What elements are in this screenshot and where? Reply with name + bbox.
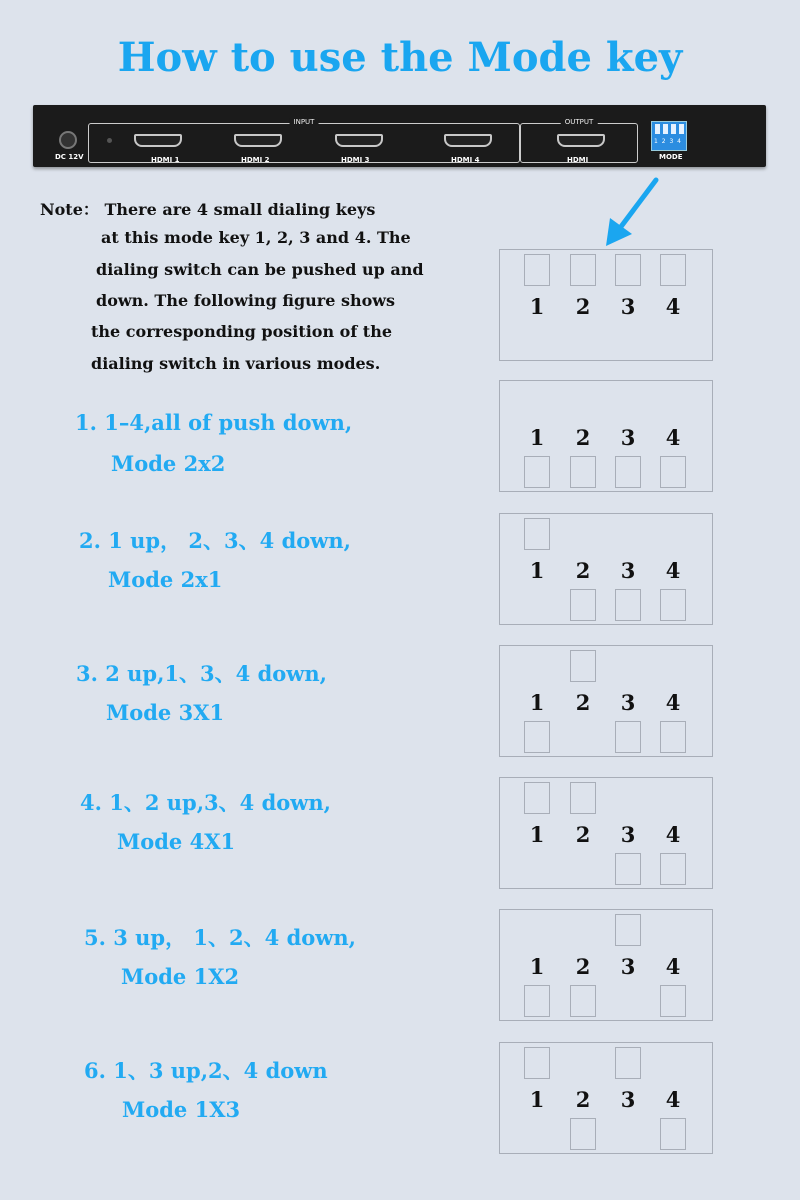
hdmi-port-label: HDMI 2 — [241, 156, 270, 164]
input-group-label: INPUT — [290, 118, 319, 126]
dip-switch-1-down — [524, 456, 550, 488]
mode-name: Mode 4X1 — [117, 829, 236, 854]
switch-number: 2 — [575, 690, 591, 715]
mode-switch-box — [499, 1042, 713, 1154]
switch-number: 2 — [575, 1087, 591, 1112]
dip-switch-3-up — [615, 1047, 641, 1079]
switch-number: 1 — [529, 954, 545, 979]
dip-switch-4-down — [660, 853, 686, 885]
switch-number: 3 — [620, 690, 636, 715]
switch-number: 3 — [620, 822, 636, 847]
hdmi-port-icon — [335, 134, 383, 147]
dip-switch-4-neutral — [660, 254, 686, 286]
dip-switch-3-up — [615, 914, 641, 946]
dc-power-jack-icon — [59, 131, 77, 149]
dip-switch-3-down — [615, 589, 641, 621]
dip-switch-2-down — [570, 589, 596, 621]
switch-number: 4 — [665, 822, 681, 847]
dip-switch-4-down — [660, 1118, 686, 1150]
mode-line: 3. 2 up,1、3、4 down, — [76, 661, 327, 686]
switch-number: 3 — [620, 558, 636, 583]
dip-switch-4-down — [660, 456, 686, 488]
switch-number: 3 — [620, 294, 636, 319]
status-led-icon — [107, 138, 112, 143]
hdmi-port-icon — [444, 134, 492, 147]
switch-number: 2 — [575, 294, 591, 319]
switch-number: 1 — [529, 558, 545, 583]
switch-number: 1 — [529, 1087, 545, 1112]
input-group — [88, 118, 520, 164]
dip-switch-2-up — [570, 650, 596, 682]
switch-number: 4 — [665, 690, 681, 715]
hdmi-port-icon — [557, 134, 605, 147]
switch-number: 1 — [529, 425, 545, 450]
note-line: at this mode key 1, 2, 3 and 4. The — [101, 228, 411, 247]
arrow-pointer-icon — [604, 176, 664, 248]
dip-switch-2-up — [570, 782, 596, 814]
output-group — [520, 118, 638, 164]
switch-number: 2 — [575, 558, 591, 583]
mode-name: Mode 1X3 — [122, 1097, 241, 1122]
dip-switch-3-down — [615, 456, 641, 488]
dip-switch-4-down — [660, 589, 686, 621]
note-line: down. The following figure shows — [96, 291, 396, 310]
dip-switch-4-down — [660, 721, 686, 753]
switch-number: 4 — [665, 558, 681, 583]
mode-switch-box — [499, 645, 713, 757]
mode-line: 4. 1、2 up,3、4 down, — [80, 790, 331, 815]
mode-name: Mode 2x1 — [108, 567, 223, 592]
mode-line: 5. 3 up， 1、2、4 down, — [84, 925, 356, 950]
dip-switch-3-down — [615, 853, 641, 885]
mode-dip-switch[interactable] — [651, 121, 687, 151]
dip-switch-1-down — [524, 985, 550, 1017]
output-group-label: OUTPUT — [561, 118, 598, 126]
reference-switch-box — [499, 249, 713, 361]
hdmi-matrix-device — [33, 105, 766, 167]
dip-switch-4-down — [660, 985, 686, 1017]
switch-number: 2 — [575, 954, 591, 979]
mode-name: Mode 1X2 — [121, 964, 240, 989]
switch-number: 2 — [575, 425, 591, 450]
mode-name: Mode 2x2 — [111, 451, 226, 476]
mode-switch-box — [499, 777, 713, 889]
switch-number: 4 — [665, 294, 681, 319]
dip-switch-2-down — [570, 985, 596, 1017]
mode-label: MODE — [659, 153, 683, 161]
dip-switch-1-neutral — [524, 254, 550, 286]
dip-switch-1-up — [524, 1047, 550, 1079]
switch-number: 1 — [529, 822, 545, 847]
dip-switch-1-up — [524, 518, 550, 550]
switch-number: 1 — [529, 294, 545, 319]
mode-switch-box — [499, 909, 713, 1021]
mode-switch-box — [499, 513, 713, 625]
switch-number: 3 — [620, 425, 636, 450]
hdmi-port-label: HDMI 3 — [341, 156, 370, 164]
page-title: How to use the Mode key — [117, 34, 683, 81]
dip-switch-2-down — [570, 1118, 596, 1150]
mode-line: 1. 1–4,all of push down, — [75, 410, 353, 435]
switch-number: 4 — [665, 954, 681, 979]
switch-number: 3 — [620, 1087, 636, 1112]
dip-numbers: 1 2 3 4 — [654, 138, 682, 145]
hdmi-port-label: HDMI 4 — [451, 156, 480, 164]
switch-number: 3 — [620, 954, 636, 979]
dip-switch-1-down — [524, 721, 550, 753]
dip-switch-3-down — [615, 721, 641, 753]
switch-number: 4 — [665, 425, 681, 450]
note-line: dialing switch in various modes. — [91, 354, 381, 373]
dc-label: DC 12V — [55, 153, 84, 161]
hdmi-port-icon — [134, 134, 182, 147]
dip-switch-1-up — [524, 782, 550, 814]
dip-switch-2-down — [570, 456, 596, 488]
mode-switch-box — [499, 380, 713, 492]
note-line: dialing switch can be pushed up and — [96, 260, 424, 279]
hdmi-port-label: HDMI 1 — [151, 156, 180, 164]
switch-number: 1 — [529, 690, 545, 715]
switch-number: 2 — [575, 822, 591, 847]
hdmi-port-icon — [234, 134, 282, 147]
mode-line: 6. 1、3 up,2、4 down — [84, 1058, 328, 1083]
switch-number: 4 — [665, 1087, 681, 1112]
hdmi-port-label: HDMI — [567, 156, 589, 164]
dip-switch-3-neutral — [615, 254, 641, 286]
mode-name: Mode 3X1 — [106, 700, 225, 725]
dip-switch-2-neutral — [570, 254, 596, 286]
note-line: the corresponding position of the — [91, 322, 392, 341]
mode-line: 2. 1 up， 2、3、4 down, — [79, 528, 351, 553]
note-line: Note： There are 4 small dialing keys — [40, 200, 376, 219]
